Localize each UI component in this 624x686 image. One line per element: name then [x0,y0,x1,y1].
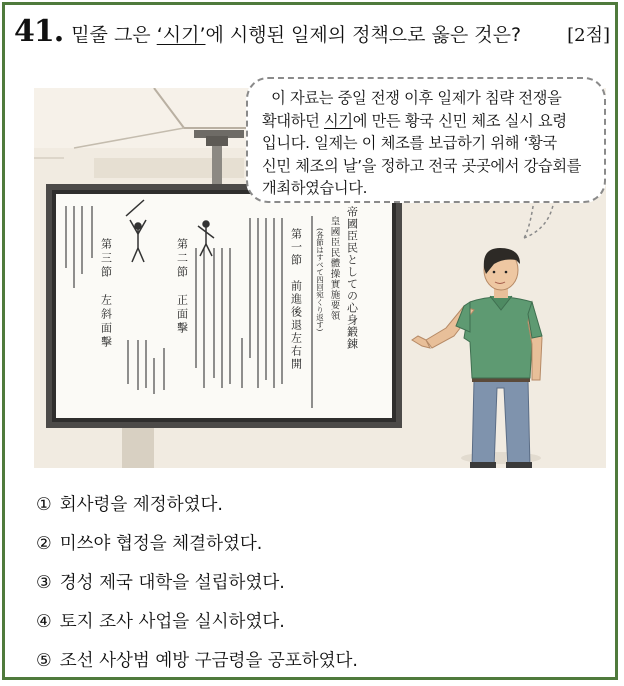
doc-section-2: 第二節 正面擊 [175,238,189,336]
speech-line-4: 신민 체조의 날’을 정하고 전국 곳곳에서 강습회를 [262,156,582,175]
doc-section-3: 第三節 左斜面擊 [99,238,113,350]
question-prefix: 밑줄 그은 [71,24,157,46]
option-2[interactable]: ② 미쓰야 협정을 체결하였다. [36,534,263,554]
doc-note: (各節はすべて四回宛くり返す) [315,228,325,332]
speech-line-1: 이 자료는 중일 전쟁 이후 일제가 침략 전쟁을 [271,89,562,107]
speech-line-5: 개최하였습니다. [262,179,368,197]
answer-options [36,486,358,681]
option-4[interactable]: ④ 토지 조사 사업을 실시하였다. [36,612,285,632]
speech-bubble [246,77,606,203]
question-header [14,14,610,50]
speech-underlined-term: 시기 [324,111,353,130]
doc-title: 帝國臣民としての心身鍛錬 [345,206,359,350]
option-3[interactable]: ③ 경성 제국 대학을 설립하였다. [36,573,285,593]
question-underlined-term: ‘시기’ [156,24,206,46]
question-points: [2점] [567,25,610,46]
speech-line-2: 확대하던 시기에 만든 황국 신민 체조 실시 요령 [262,111,567,130]
option-1[interactable]: ① 회사령을 제정하였다. [36,495,223,515]
question-suffix: 에 시행된 일제의 정책으로 옳은 것은? [205,24,522,46]
speech-line-3: 입니다. 일제는 이 체조를 보급하기 위해 ‘황국 [262,134,557,152]
doc-section-1: 第一節 前進後退左右開 [289,228,303,371]
question-number: 41. [14,14,64,49]
option-5[interactable]: ⑤ 조선 사상범 예방 구금령을 공포하였다. [36,651,358,671]
question-text [71,20,521,47]
doc-subtitle: 皇國臣民體操實施要領 [328,216,340,321]
